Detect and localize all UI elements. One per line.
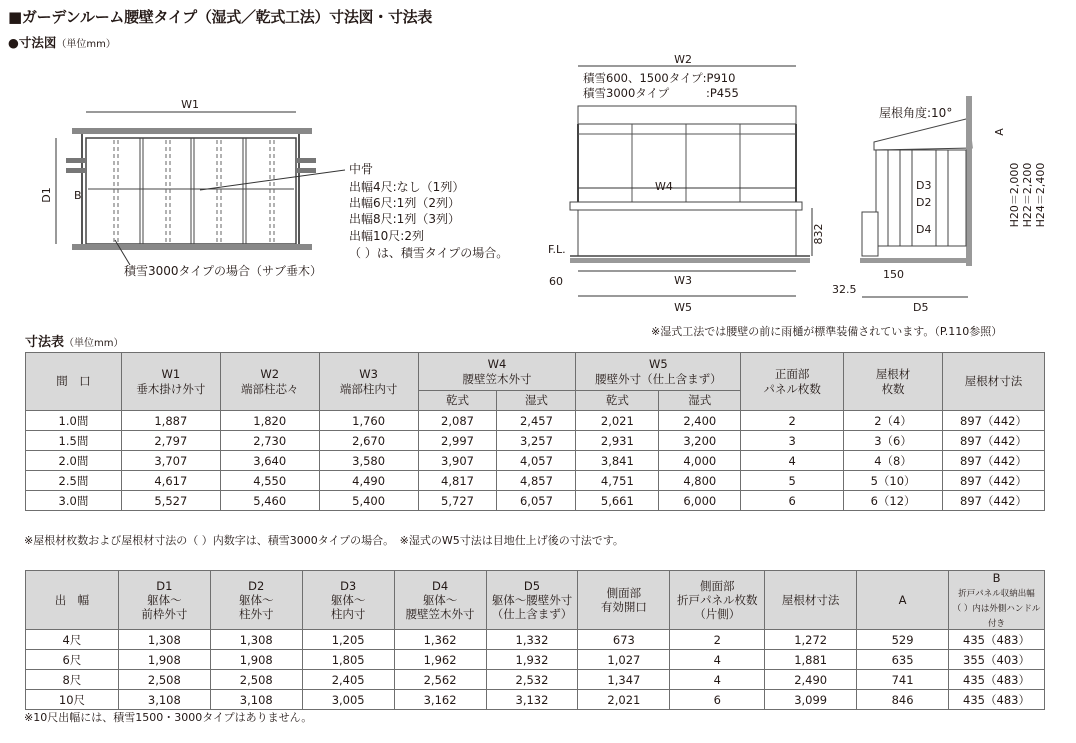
- table-cell: 1,820: [220, 411, 319, 431]
- th-roof: [844, 353, 943, 411]
- table-cell: 2,730: [220, 431, 319, 451]
- table-cell: 3,108: [118, 690, 210, 710]
- th-d4-code: D4: [431, 578, 449, 593]
- depth-table: [25, 570, 1045, 710]
- th-d1-b: 前枠外寸: [141, 607, 188, 622]
- a-label: A: [993, 128, 1006, 136]
- table-cell: 3（6）: [844, 431, 943, 451]
- table-cell: 4,000: [659, 451, 741, 471]
- w2-label: W2: [674, 53, 692, 66]
- d150-label: 150: [883, 268, 904, 281]
- th-fold-a: 側面部: [700, 578, 735, 593]
- th-w3-sub: 端部柱内寸: [339, 381, 398, 396]
- th-d2-a: 躯体～: [239, 592, 274, 607]
- table-cell: 5,400: [319, 491, 418, 511]
- front-panels: [578, 124, 796, 202]
- table-cell: 5: [741, 471, 844, 491]
- table-cell: 2,532: [486, 670, 578, 690]
- unit-note: （単位mm）: [56, 39, 116, 50]
- th-d5: [486, 571, 578, 630]
- w3-label: W3: [674, 274, 692, 287]
- table-row: [26, 411, 1045, 431]
- snow-note1: 積雪600、1500タイプ:P910: [583, 71, 736, 85]
- h22-label: H22＝2,200: [1021, 162, 1034, 228]
- table-cell: 846: [857, 690, 949, 710]
- table1-footnote: ※屋根材枚数および屋根材寸法の（ ）内数字は、積雪3000タイプの場合。 ※湿式のW5寸法は目地仕上げ後の寸法です。: [24, 534, 624, 547]
- table-cell: 2: [741, 411, 844, 431]
- th-d2-b: 柱外寸: [239, 607, 274, 622]
- table-cell: 4,550: [220, 471, 319, 491]
- roof-angle-label: 屋根角度:10°: [879, 106, 953, 120]
- table-cell: 2,562: [394, 670, 486, 690]
- table-cell: 3,707: [121, 451, 220, 471]
- table-cell: 8尺: [26, 670, 119, 690]
- table-cell: 2,670: [319, 431, 418, 451]
- table-cell: 4,751: [576, 471, 659, 491]
- w4-label: W4: [655, 180, 673, 193]
- table-cell: 1,908: [210, 650, 302, 670]
- th-b-a: 折戸パネル収納出幅: [958, 589, 1035, 600]
- table-heading-text: 寸法表: [25, 335, 65, 350]
- d325-label: 32.5: [832, 283, 857, 296]
- wall-hatch-bottom: [72, 244, 312, 250]
- h60-label: 60: [549, 275, 563, 288]
- coping: [570, 202, 802, 210]
- th-panel-a: 正面部: [774, 367, 810, 382]
- th-roofsize2: 屋根材寸法: [765, 571, 857, 630]
- d5-label: D5: [913, 301, 929, 314]
- fl-label: F.L.: [548, 243, 566, 256]
- h832-label: 832: [812, 223, 825, 245]
- th-a: A: [857, 571, 949, 630]
- th-fold-b: 折戸パネル枚数: [677, 592, 758, 607]
- table-heading: [25, 331, 124, 350]
- table-cell: 3,841: [576, 451, 659, 471]
- th-b-b: （ ）内は外側ハンドル付き: [952, 604, 1041, 629]
- th-w4-code: W4: [487, 357, 507, 372]
- page-title: ■ガーデンルーム腰壁タイプ（湿式／乾式工法）寸法図・寸法表: [8, 8, 433, 26]
- rafters: [140, 138, 246, 244]
- table-cell: 2.5間: [26, 471, 122, 491]
- table-row: [26, 491, 1045, 511]
- table-cell: 6: [741, 491, 844, 511]
- table-cell: 2,021: [576, 411, 659, 431]
- th-maguchi: 間 口: [26, 353, 122, 411]
- table-cell: 4,057: [497, 451, 576, 471]
- note-line5: （ ）は、積雪タイプの場合。: [349, 246, 509, 260]
- th-panel-b: パネル枚数: [763, 381, 821, 396]
- table-cell: 1,272: [765, 630, 857, 650]
- table-cell: 4: [741, 451, 844, 471]
- th-w5: [576, 353, 741, 391]
- table-cell: 2,457: [497, 411, 576, 431]
- table-cell: 3,099: [765, 690, 857, 710]
- b-label: B: [74, 189, 82, 202]
- table-cell: 3: [741, 431, 844, 451]
- table-cell: 1,362: [394, 630, 486, 650]
- th-d4-b: 腰壁笠木外寸: [405, 607, 475, 622]
- table-cell: 897（442）: [943, 411, 1045, 431]
- width-table: [25, 352, 1045, 511]
- d3-label: D3: [916, 179, 932, 192]
- th-d3-a: 躯体～: [330, 592, 366, 607]
- d4-label: D4: [916, 223, 932, 236]
- th-d3: [302, 571, 394, 630]
- table-cell: 1,760: [319, 411, 418, 431]
- th-w4-kan: 乾式: [418, 391, 497, 411]
- side-wall: [862, 212, 878, 256]
- table-cell: 673: [578, 630, 670, 650]
- table-cell: 2,508: [118, 670, 210, 690]
- table-cell: 2,400: [659, 411, 741, 431]
- table-cell: 529: [857, 630, 949, 650]
- table-row: [26, 471, 1045, 491]
- th-w5-code: W5: [648, 357, 668, 372]
- table-row: [26, 670, 1045, 690]
- th-w1-code: W1: [161, 367, 181, 382]
- th-w5-shitsu: 湿式: [659, 391, 741, 411]
- depth-table-body: [26, 630, 1045, 710]
- th-side-b: 有効開口: [600, 600, 647, 615]
- table-cell: 4（8）: [844, 451, 943, 471]
- th-fold-c: （片側）: [694, 607, 741, 622]
- th-roof-a: 屋根材: [875, 367, 911, 382]
- table-cell: 3,162: [394, 690, 486, 710]
- th-d1: [118, 571, 210, 630]
- table-cell: 2,021: [578, 690, 670, 710]
- th-w3: [319, 353, 418, 411]
- th-b-code: B: [992, 571, 1001, 585]
- note-line3: 出幅8尺:1列（3列）: [349, 212, 460, 226]
- table-cell: 4尺: [26, 630, 119, 650]
- th-w1: [121, 353, 220, 411]
- wet-method-note: ※湿式工法では腰壁の前に雨樋が標準装備されています。（P.110参照）: [651, 325, 1003, 338]
- roof-edge: [578, 106, 796, 124]
- table-cell: 3,132: [486, 690, 578, 710]
- table-cell: 1,881: [765, 650, 857, 670]
- wall-hatch-top: [72, 128, 312, 134]
- ground-hatch: [570, 258, 810, 263]
- th-dehaba: 出 幅: [26, 571, 119, 630]
- th-roofsize: 屋根材寸法: [943, 353, 1045, 411]
- table-cell: 6,000: [659, 491, 741, 511]
- roof-side: [874, 118, 972, 150]
- table2-footnote: ※10尺出幅には、積雪1500・3000タイプはありません。: [24, 711, 313, 724]
- table-cell: 6,057: [497, 491, 576, 511]
- table-cell: 5（10）: [844, 471, 943, 491]
- th-w2-sub: 端部柱芯々: [240, 381, 299, 396]
- table-cell: 435（483）: [949, 630, 1045, 650]
- th-d5-b: （仕上含まず）: [491, 607, 573, 622]
- table-cell: 897（442）: [943, 491, 1045, 511]
- table-cell: 5,727: [418, 491, 497, 511]
- waist-wall: [578, 210, 796, 256]
- table-cell: 4,490: [319, 471, 418, 491]
- th-b: [949, 571, 1045, 630]
- w1-label: W1: [181, 98, 199, 111]
- table-cell: 4,617: [121, 471, 220, 491]
- table-cell: 1,308: [210, 630, 302, 650]
- table-cell: 2,405: [302, 670, 394, 690]
- th-w3-code: W3: [359, 367, 378, 382]
- note-line2: 出幅6尺:1列（2列）: [349, 196, 460, 210]
- table-row: [26, 451, 1045, 471]
- table-cell: 435（483）: [949, 690, 1045, 710]
- d1-label: D1: [40, 187, 53, 203]
- table-cell: 4: [670, 670, 765, 690]
- th-w1-sub: 垂木掛け外寸: [136, 381, 206, 396]
- snow-note2: 積雪3000タイプ: [583, 86, 670, 100]
- table-row: [26, 431, 1045, 451]
- table-cell: 4,857: [497, 471, 576, 491]
- table-cell: 1.5間: [26, 431, 122, 451]
- snow-note2b: :P455: [706, 86, 739, 100]
- table-cell: 3,200: [659, 431, 741, 451]
- table-cell: 1,332: [486, 630, 578, 650]
- table-cell: 1,027: [578, 650, 670, 670]
- th-d2-code: D2: [248, 578, 265, 593]
- th-side: [578, 571, 670, 630]
- table-cell: 897（442）: [943, 431, 1045, 451]
- building-wall: [966, 96, 972, 266]
- table-cell: 897（442）: [943, 451, 1045, 471]
- table-cell: 6（12）: [844, 491, 943, 511]
- table-cell: 1,308: [118, 630, 210, 650]
- table-cell: 1.0間: [26, 411, 122, 431]
- table-cell: 3,580: [319, 451, 418, 471]
- table-cell: 4,800: [659, 471, 741, 491]
- table-cell: 3.0間: [26, 491, 122, 511]
- th-d5-code: D5: [523, 578, 541, 593]
- table-cell: 5,527: [121, 491, 220, 511]
- table-cell: 1,205: [302, 630, 394, 650]
- table-cell: 5,661: [576, 491, 659, 511]
- sub-rafter-label: 積雪3000タイプの場合（サブ垂木）: [124, 264, 322, 278]
- table-cell: 1,805: [302, 650, 394, 670]
- table-unit-note: （単位mm）: [64, 338, 124, 349]
- w5-label: W5: [674, 301, 692, 314]
- th-w4-sub: 腰壁笠木外寸: [462, 371, 532, 386]
- leader-line: [200, 170, 345, 190]
- th-side-a: 側面部: [606, 585, 642, 600]
- table-cell: 1,932: [486, 650, 578, 670]
- note-line1: 出幅4尺:なし（1列）: [349, 180, 465, 194]
- table-row: [26, 650, 1045, 670]
- table-row: [26, 690, 1045, 710]
- table-cell: 355（403）: [949, 650, 1045, 670]
- table-cell: 435（483）: [949, 670, 1045, 690]
- top-view-diagram: [0, 0, 1076, 330]
- table-cell: 2.0間: [26, 451, 122, 471]
- table-cell: 4,817: [418, 471, 497, 491]
- dimension-heading-text: ●寸法図: [8, 35, 57, 50]
- th-w2-code: W2: [260, 367, 280, 382]
- table-cell: 3,907: [418, 451, 497, 471]
- th-fold: [670, 571, 765, 630]
- table-cell: 2,797: [121, 431, 220, 451]
- table-cell: 6: [670, 690, 765, 710]
- th-d3-code: D3: [340, 578, 357, 593]
- th-d4-a: 躯体～: [422, 592, 458, 607]
- th-w5-kan: 乾式: [576, 391, 659, 411]
- h24-label: H24＝2,400: [1034, 162, 1047, 228]
- table-cell: 2,508: [210, 670, 302, 690]
- table-cell: 2,490: [765, 670, 857, 690]
- table-row: [26, 630, 1045, 650]
- note-line4: 出幅10尺:2列: [349, 229, 424, 243]
- h20-label: H20＝2,000: [1008, 162, 1021, 228]
- table-cell: 2（4）: [844, 411, 943, 431]
- th-w4-shitsu: 湿式: [497, 391, 576, 411]
- table-cell: 3,108: [210, 690, 302, 710]
- table-cell: 635: [857, 650, 949, 670]
- table-cell: 741: [857, 670, 949, 690]
- table-cell: 3,640: [220, 451, 319, 471]
- table-cell: 6尺: [26, 650, 119, 670]
- nakabone-label: 中骨: [349, 162, 374, 176]
- th-d2: [210, 571, 302, 630]
- th-d1-code: D1: [156, 578, 173, 593]
- table-cell: 3,257: [497, 431, 576, 451]
- th-d5-a: 躯体～腰壁外寸: [491, 592, 573, 607]
- table-cell: 1,887: [121, 411, 220, 431]
- table-cell: 10尺: [26, 690, 119, 710]
- th-d4: [394, 571, 486, 630]
- table-cell: 1,962: [394, 650, 486, 670]
- d2-label: D2: [916, 196, 932, 209]
- th-roof-b: 枚数: [881, 381, 905, 396]
- table-cell: 1,908: [118, 650, 210, 670]
- table-cell: 2,997: [418, 431, 497, 451]
- th-w4: [418, 353, 576, 391]
- th-w2: [220, 353, 319, 411]
- table-cell: 2,931: [576, 431, 659, 451]
- table-cell: 1,347: [578, 670, 670, 690]
- table-cell: 5,460: [220, 491, 319, 511]
- table-cell: 3,005: [302, 690, 394, 710]
- th-w5-sub: 腰壁外寸（仕上含まず）: [595, 371, 722, 386]
- table-cell: 2: [670, 630, 765, 650]
- width-table-body: [26, 411, 1045, 511]
- th-d3-b: 柱内寸: [330, 607, 366, 622]
- th-d1-a: 躯体～: [147, 592, 182, 607]
- th-panel: [741, 353, 844, 411]
- table-cell: 897（442）: [943, 471, 1045, 491]
- table-cell: 4: [670, 650, 765, 670]
- table-cell: 2,087: [418, 411, 497, 431]
- side-ground: [860, 258, 972, 263]
